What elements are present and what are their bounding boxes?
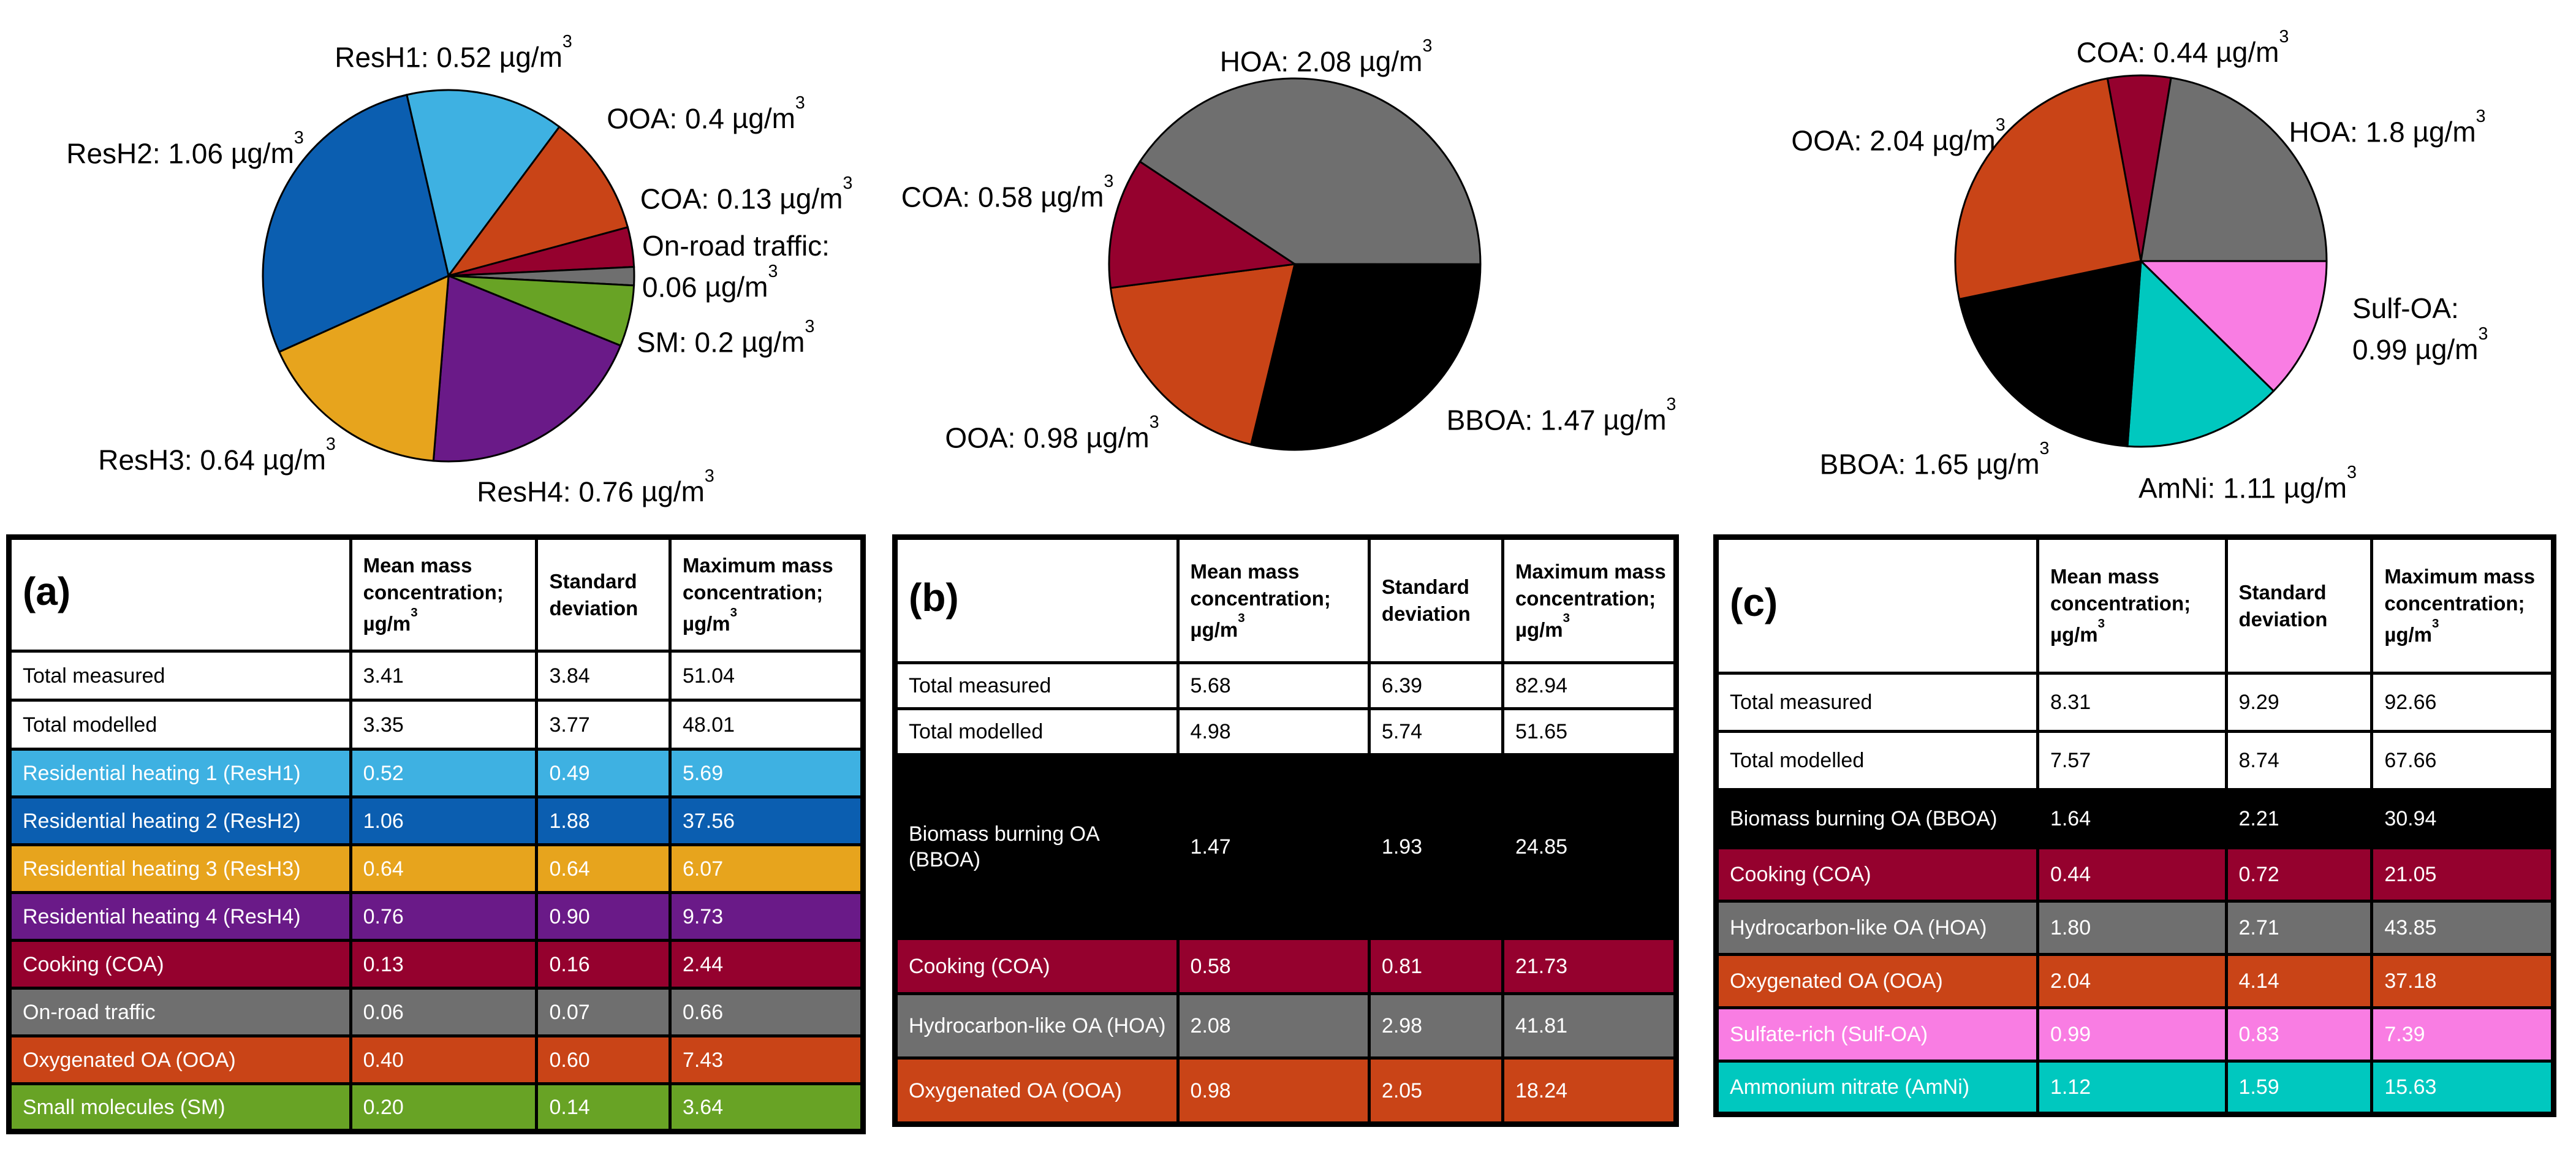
pie-label-amni [2138, 465, 2357, 506]
pie-label-text: SM: 0.2 [637, 326, 734, 358]
value-cell: 1.59 [2226, 1061, 2372, 1115]
table-row [895, 939, 1676, 994]
pie-label-text: Sulf-OA: [2352, 292, 2459, 324]
pie-label-bboa-b [1447, 396, 1676, 438]
table-c-body [1716, 673, 2554, 1115]
pie-label-text: ResH4: 0.76 [477, 476, 634, 508]
table-tag-cell [9, 537, 351, 651]
table-row [9, 988, 863, 1036]
value-cell: 2.44 [670, 941, 863, 988]
pie-label-resh4 [477, 468, 714, 509]
value-cell: 6.07 [670, 845, 863, 893]
value-cell: 1.80 [2037, 901, 2226, 955]
value-cell: 1.64 [2037, 790, 2226, 848]
value-cell: 2.04 [2037, 955, 2226, 1008]
pie-label-bboa-c [1820, 441, 2050, 482]
unit: $\mu g/m^3$ [2283, 463, 2357, 504]
table-row [9, 893, 863, 941]
pie-label-sm [637, 319, 814, 360]
unit: $\mu g/m^3$ [2412, 107, 2486, 148]
unit: $\mu g/m^3$ [2050, 616, 2105, 646]
value-cell: 9.29 [2226, 673, 2372, 732]
value-cell: 48.01 [670, 700, 863, 749]
value-cell: 8.31 [2037, 673, 2226, 732]
value-cell: 3.41 [350, 651, 537, 700]
pie-label-hoa-b [1220, 38, 1433, 79]
header-sd: Standard deviation [537, 537, 670, 651]
value-cell: 9.73 [670, 893, 863, 941]
value-cell: 8.74 [2226, 732, 2372, 790]
unit: $\mu g/m^3$ [732, 93, 805, 135]
row-label-cell: On-road traffic [9, 988, 351, 1036]
table-row [895, 663, 1676, 709]
value-cell: 0.16 [537, 941, 670, 988]
table-row [9, 1084, 863, 1132]
row-label-cell: Residential heating 1 (ResH1) [9, 749, 351, 797]
value-cell: 2.98 [1369, 994, 1502, 1058]
value-cell: 2.21 [2226, 790, 2372, 848]
pie-label-resh2 [66, 130, 304, 171]
row-label-cell: Biomass burning OA (BBOA) [1716, 790, 2038, 848]
value-cell: 0.58 [1178, 939, 1369, 994]
table-row [9, 700, 863, 749]
value-cell: 5.68 [1178, 663, 1369, 709]
value-cell: 0.83 [2226, 1008, 2372, 1061]
unit: $\mu g/m^3$ [1190, 611, 1245, 641]
row-label-cell: Oxygenated OA (OOA) [895, 1058, 1178, 1124]
table-tag-cell [895, 537, 1178, 663]
pie-chart-b [1105, 74, 1485, 454]
row-label-cell: Cooking (COA) [1716, 848, 2038, 901]
row-label-cell: Cooking (COA) [895, 939, 1178, 994]
value-cell: 0.06 [350, 988, 537, 1036]
header-max: Maximum mass concentration; $\mu g/m^3$ [670, 537, 863, 651]
table-header-row [1716, 537, 2554, 673]
row-label-cell: Total measured [9, 651, 351, 700]
value-cell: 0.72 [2226, 848, 2372, 901]
value-cell: 0.40 [350, 1036, 537, 1084]
pie-slice-OOA [1955, 78, 2141, 299]
value-cell: 0.99 [2037, 1008, 2226, 1061]
value-cell: 7.57 [2037, 732, 2226, 790]
table-row [9, 941, 863, 988]
row-label-cell: Total modelled [1716, 732, 2038, 790]
table-row [1716, 1061, 2554, 1115]
value-cell: 21.73 [1502, 939, 1676, 994]
table-row [9, 797, 863, 845]
pie-label-text: AmNi: 1.11 [2138, 472, 2276, 504]
table-b [892, 534, 1679, 1127]
pie-label-sulfoa [2352, 290, 2488, 367]
pie-label-text: HOA: 1.8 [2289, 116, 2405, 148]
row-label-cell: Oxygenated OA (OOA) [1716, 955, 2038, 1008]
value-cell: 37.56 [670, 797, 863, 845]
value-cell: 1.12 [2037, 1061, 2226, 1115]
value-cell: 7.39 [2372, 1008, 2554, 1061]
row-label-cell: Residential heating 2 (ResH2) [9, 797, 351, 845]
value-cell: 67.66 [2372, 732, 2554, 790]
value-cell: 7.43 [670, 1036, 863, 1084]
pie-label-text: ResH2: 1.06 [66, 137, 223, 170]
unit: $\mu g/m^3$ [641, 466, 714, 508]
row-label-cell: Oxygenated OA (OOA) [9, 1036, 351, 1084]
value-cell: 0.64 [350, 845, 537, 893]
pie-label-text: 0.99 [2352, 333, 2407, 366]
table-a [6, 534, 866, 1134]
value-cell: 0.64 [537, 845, 670, 893]
value-cell: 0.98 [1178, 1058, 1369, 1124]
unit: $\mu g/m^3$ [682, 605, 737, 635]
header-sd: Standard deviation [2226, 537, 2372, 673]
row-label-cell: Small molecules (SM) [9, 1084, 351, 1132]
row-label-cell: Cooking (COA) [9, 941, 351, 988]
value-cell: 3.35 [350, 700, 537, 749]
table-row [1716, 732, 2554, 790]
unit: $\mu g/m^3$ [262, 434, 336, 476]
pie-label-ooa-c [1791, 117, 2005, 158]
unit: $\mu g/m^3$ [2384, 616, 2439, 646]
value-cell: 0.90 [537, 893, 670, 941]
row-label-cell: Total measured [895, 663, 1178, 709]
table-row [895, 755, 1676, 939]
value-cell: 0.14 [537, 1084, 670, 1132]
value-cell: 1.06 [350, 797, 537, 845]
pie-label-text: OOA: 2.04 [1791, 124, 1925, 157]
row-label-cell: Hydrocarbon-like OA (HOA) [895, 994, 1178, 1058]
value-cell: 1.93 [1369, 755, 1502, 939]
header-max: Maximum mass concentration; $\mu g/m^3$ [1502, 537, 1676, 663]
unit: $\mu g/m^3$ [2415, 324, 2488, 366]
value-cell: 18.24 [1502, 1058, 1676, 1124]
pie-label-text: COA: 0.13 [640, 183, 772, 215]
pie-label-resh3 [98, 436, 336, 477]
value-cell: 0.44 [2037, 848, 2226, 901]
pie-label-coa-b [901, 173, 1114, 214]
row-label-cell: Residential heating 3 (ResH3) [9, 845, 351, 893]
row-label-cell: Total modelled [9, 700, 351, 749]
unit: $\mu g/m^3$ [2216, 27, 2289, 69]
value-cell: 1.47 [1178, 755, 1369, 939]
unit: $\mu g/m^3$ [1515, 611, 1570, 641]
table-row [9, 651, 863, 700]
value-cell: 37.18 [2372, 955, 2554, 1008]
row-label-cell: Ammonium nitrate (AmNi) [1716, 1061, 2038, 1115]
pie-chart-a [259, 86, 638, 466]
unit: $\mu g/m^3$ [705, 262, 778, 303]
row-label-cell: Total modelled [895, 709, 1178, 755]
value-cell: 92.66 [2372, 673, 2554, 732]
table-c [1713, 534, 2556, 1117]
value-cell: 82.94 [1502, 663, 1676, 709]
pie-label-text: COA: 0.44 [2076, 36, 2208, 69]
table-b-body [895, 663, 1676, 1124]
value-cell: 41.81 [1502, 994, 1676, 1058]
unit: $\mu g/m^3$ [741, 317, 815, 358]
row-label-cell: Hydrocarbon-like OA (HOA) [1716, 901, 2038, 955]
row-label-cell: Residential heating 4 (ResH4) [9, 893, 351, 941]
pie-chart-c [1951, 71, 2331, 451]
value-cell: 0.20 [350, 1084, 537, 1132]
pie-label-coa-a [640, 175, 853, 216]
value-cell: 30.94 [2372, 790, 2554, 848]
header-mean: Mean mass concentration; $\mu g/m^3$ [350, 537, 537, 651]
unit: $\mu g/m^3$ [779, 173, 853, 215]
value-cell: 0.07 [537, 988, 670, 1036]
pie-label-resh1 [335, 34, 572, 75]
unit: $\mu g/m^3$ [363, 605, 418, 635]
pie-label-text: HOA: 2.08 [1219, 45, 1352, 78]
table-row [1716, 673, 2554, 732]
value-cell: 2.08 [1178, 994, 1369, 1058]
table-row [1716, 790, 2554, 848]
value-cell: 0.13 [350, 941, 537, 988]
table-header-row [9, 537, 863, 651]
value-cell: 0.60 [537, 1036, 670, 1084]
row-label-cell: Total measured [1716, 673, 2038, 732]
row-label-cell: Sulfate-rich (Sulf-OA) [1716, 1008, 2038, 1061]
value-cell: 4.98 [1178, 709, 1369, 755]
table-row [895, 994, 1676, 1058]
panel-label-c: (c) [1730, 580, 1778, 624]
pie-label-text: On-road traffic: [642, 230, 830, 262]
unit: $\mu g/m^3$ [1359, 36, 1433, 78]
value-cell: 3.84 [537, 651, 670, 700]
value-cell: 5.69 [670, 749, 863, 797]
value-cell: 4.14 [2226, 955, 2372, 1008]
value-cell: 51.65 [1502, 709, 1676, 755]
pie-label-text: COA: 0.58 [901, 181, 1033, 213]
table-row [1716, 848, 2554, 901]
pie-label-text: 0.06 [642, 271, 697, 303]
pie-label-coa-c [2077, 29, 2289, 70]
unit: $\mu g/m^3$ [230, 128, 304, 170]
pie-label-text: OOA: 0.98 [945, 422, 1078, 454]
pie-label-text: BBOA: 1.65 [1819, 448, 1969, 480]
unit: $\mu g/m^3$ [1932, 115, 2006, 157]
table-row [9, 845, 863, 893]
value-cell: 5.74 [1369, 709, 1502, 755]
panel-label-b: (b) [909, 575, 959, 620]
unit: $\mu g/m^3$ [1976, 439, 2050, 480]
table-row [9, 1036, 863, 1084]
value-cell: 3.64 [670, 1084, 863, 1132]
pie-label-ooa-a [607, 95, 805, 136]
table-a-body [9, 651, 863, 1132]
value-cell: 0.66 [670, 988, 863, 1036]
table-header-row [895, 537, 1676, 663]
header-mean: Mean mass concentration; $\mu g/m^3$ [1178, 537, 1369, 663]
pie-label-text: OOA: 0.4 [607, 102, 724, 135]
pie-label-text: ResH1: 0.52 [335, 41, 491, 74]
pie-label-text: ResH3: 0.64 [98, 444, 255, 476]
row-label-cell: Biomass burning OA (BBOA) [895, 755, 1178, 939]
unit: $\mu g/m^3$ [499, 32, 572, 74]
table-row [895, 709, 1676, 755]
unit: $\mu g/m^3$ [1086, 412, 1159, 454]
value-cell: 43.85 [2372, 901, 2554, 955]
table-row [1716, 901, 2554, 955]
header-mean: Mean mass concentration; $\mu g/m^3$ [2037, 537, 2226, 673]
unit: $\mu g/m^3$ [1040, 172, 1114, 213]
value-cell: 51.04 [670, 651, 863, 700]
pie-label-hoa-c [2289, 108, 2485, 150]
unit: $\mu g/m^3$ [1603, 395, 1676, 436]
panel-label-a: (a) [23, 569, 71, 613]
value-cell: 1.88 [537, 797, 670, 845]
value-cell: 24.85 [1502, 755, 1676, 939]
table-row [1716, 955, 2554, 1008]
pie-label-onroad-traffic [642, 228, 830, 305]
value-cell: 15.63 [2372, 1061, 2554, 1115]
table-row [895, 1058, 1676, 1124]
value-cell: 0.76 [350, 893, 537, 941]
pie-label-ooa-b [945, 414, 1159, 455]
pie-slice-HOA [2141, 78, 2327, 261]
pie-label-text: BBOA: 1.47 [1446, 404, 1596, 436]
value-cell: 6.39 [1369, 663, 1502, 709]
value-cell: 0.49 [537, 749, 670, 797]
value-cell: 0.81 [1369, 939, 1502, 994]
value-cell: 3.77 [537, 700, 670, 749]
value-cell: 21.05 [2372, 848, 2554, 901]
table-row [1716, 1008, 2554, 1061]
value-cell: 2.71 [2226, 901, 2372, 955]
table-row [9, 749, 863, 797]
value-cell: 0.52 [350, 749, 537, 797]
header-max: Maximum mass concentration; $\mu g/m^3$ [2372, 537, 2554, 673]
value-cell: 2.05 [1369, 1058, 1502, 1124]
header-sd: Standard deviation [1369, 537, 1502, 663]
table-tag-cell [1716, 537, 2038, 673]
